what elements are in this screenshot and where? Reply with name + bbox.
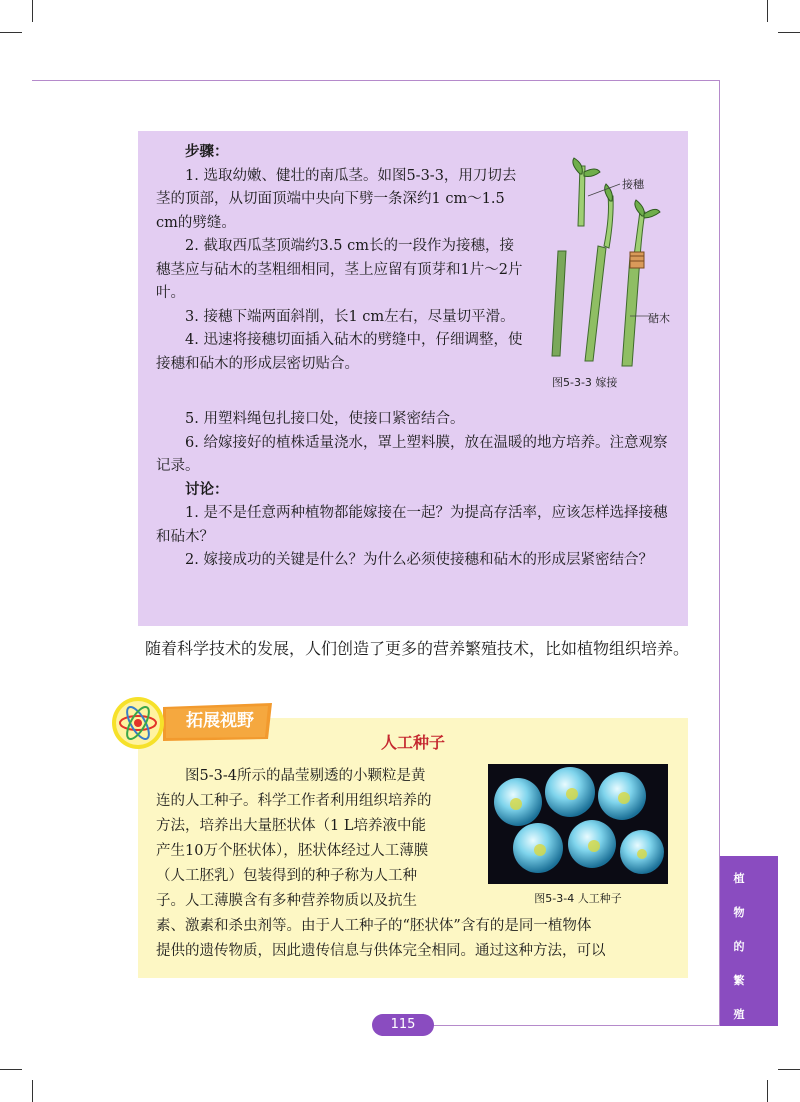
page-number: 115	[372, 1014, 434, 1036]
side-tab-char: 繁	[733, 974, 745, 987]
grafting-drawing	[530, 156, 680, 376]
body-paragraph: 随着科学技术的发展，人们创造了更多的营养繁殖技术，比如植物组织培养。	[145, 639, 690, 658]
figure-caption-graft: 图5-3-3 嫁接	[552, 376, 618, 389]
side-tab-char: 物	[733, 906, 745, 919]
extension-line: 产生10万个胚状体），胚状体经过人工薄膜	[156, 843, 429, 859]
extension-line: 子。人工薄膜含有多种营养物质以及抗生	[156, 893, 417, 909]
steps-heading: 步骤：	[185, 144, 229, 160]
step-5: 5. 用塑料绳包扎接口处，使接口紧密结合。	[185, 411, 465, 427]
page-frame-top	[32, 80, 720, 81]
crop-mark	[778, 32, 800, 33]
crop-mark	[32, 1080, 33, 1102]
crop-mark	[0, 1069, 22, 1070]
extension-badge-label: 拓展视野	[186, 711, 254, 731]
extension-line: 提供的遗传物质，因此遗传信息与供体完全相同。通过这种方法，可以	[156, 943, 606, 959]
extension-line: 连的人工种子。科学工作者利用组织培养的	[156, 793, 432, 809]
extension-line: 素、激素和杀虫剂等。由于人工种子的“胚状体”含有的是同一植物体	[156, 918, 592, 934]
artificial-seed-photo	[488, 764, 668, 884]
side-tab-char: 殖	[733, 1008, 745, 1021]
activity-box	[138, 131, 688, 626]
chapter-side-tab	[720, 856, 778, 1026]
crop-mark	[767, 0, 768, 22]
step-2: 2. 截取西瓜茎顶端约3.5 cm长的一段作为接穗，接穗茎应与砧木的茎粗细相同，茎上应留有顶芽和1片～2片叶。	[156, 238, 523, 301]
grafting-illustration	[530, 156, 680, 396]
extension-box	[138, 718, 688, 978]
step-4: 4. 迅速将接穗切面插入砧木的劈缝中，仔细调整，使接穗和砧木的形成层密切贴合。	[156, 332, 523, 372]
seed-drawing	[488, 764, 668, 884]
crop-mark	[32, 0, 33, 22]
extension-line: 图5-3-4所示的晶莹剔透的小颗粒是黄	[185, 768, 426, 784]
extension-line: （人工胚乳）包装得到的种子称为人工种	[156, 868, 417, 884]
activity-full-column	[156, 408, 676, 573]
side-tab-char: 植	[733, 872, 745, 885]
activity-steps-column	[156, 141, 524, 376]
crop-mark	[0, 32, 22, 33]
step-6: 6. 给嫁接好的植株适量浇水，罩上塑料膜，放在温暖的地方培养。注意观察记录。	[156, 434, 668, 474]
side-tab-char: 的	[733, 940, 745, 953]
step-1: 1. 选取幼嫩、健壮的南瓜茎。如图5-3-3，用刀切去茎的顶部，从切面顶端中央向下劈一条深约1 cm～1.5 cm的劈缝。	[156, 167, 517, 231]
step-3: 3. 接穗下端两面斜削，长1 cm左右，尽量切平滑。	[185, 308, 515, 325]
extension-title: 人工种子	[380, 733, 445, 752]
label-rootstock: 砧木	[648, 312, 670, 325]
extension-line: 方法，培养出大量胚状体（1 L培养液中能	[156, 818, 426, 834]
discussion-heading: 讨论：	[185, 481, 229, 498]
label-scion: 接穗	[622, 178, 644, 191]
crop-mark	[767, 1080, 768, 1102]
crop-mark	[778, 1069, 800, 1070]
figure-caption-seed: 图5-3-4 人工种子	[534, 892, 622, 905]
discussion-1: 1. 是不是任意两种植物都能嫁接在一起？为提高存活率，应该怎样选择接穗和砧木？	[156, 505, 668, 545]
footer-rule	[430, 1025, 720, 1026]
discussion-2: 2. 嫁接成功的关键是什么？为什么必须使接穗和砧木的形成层紧密结合？	[185, 552, 653, 568]
